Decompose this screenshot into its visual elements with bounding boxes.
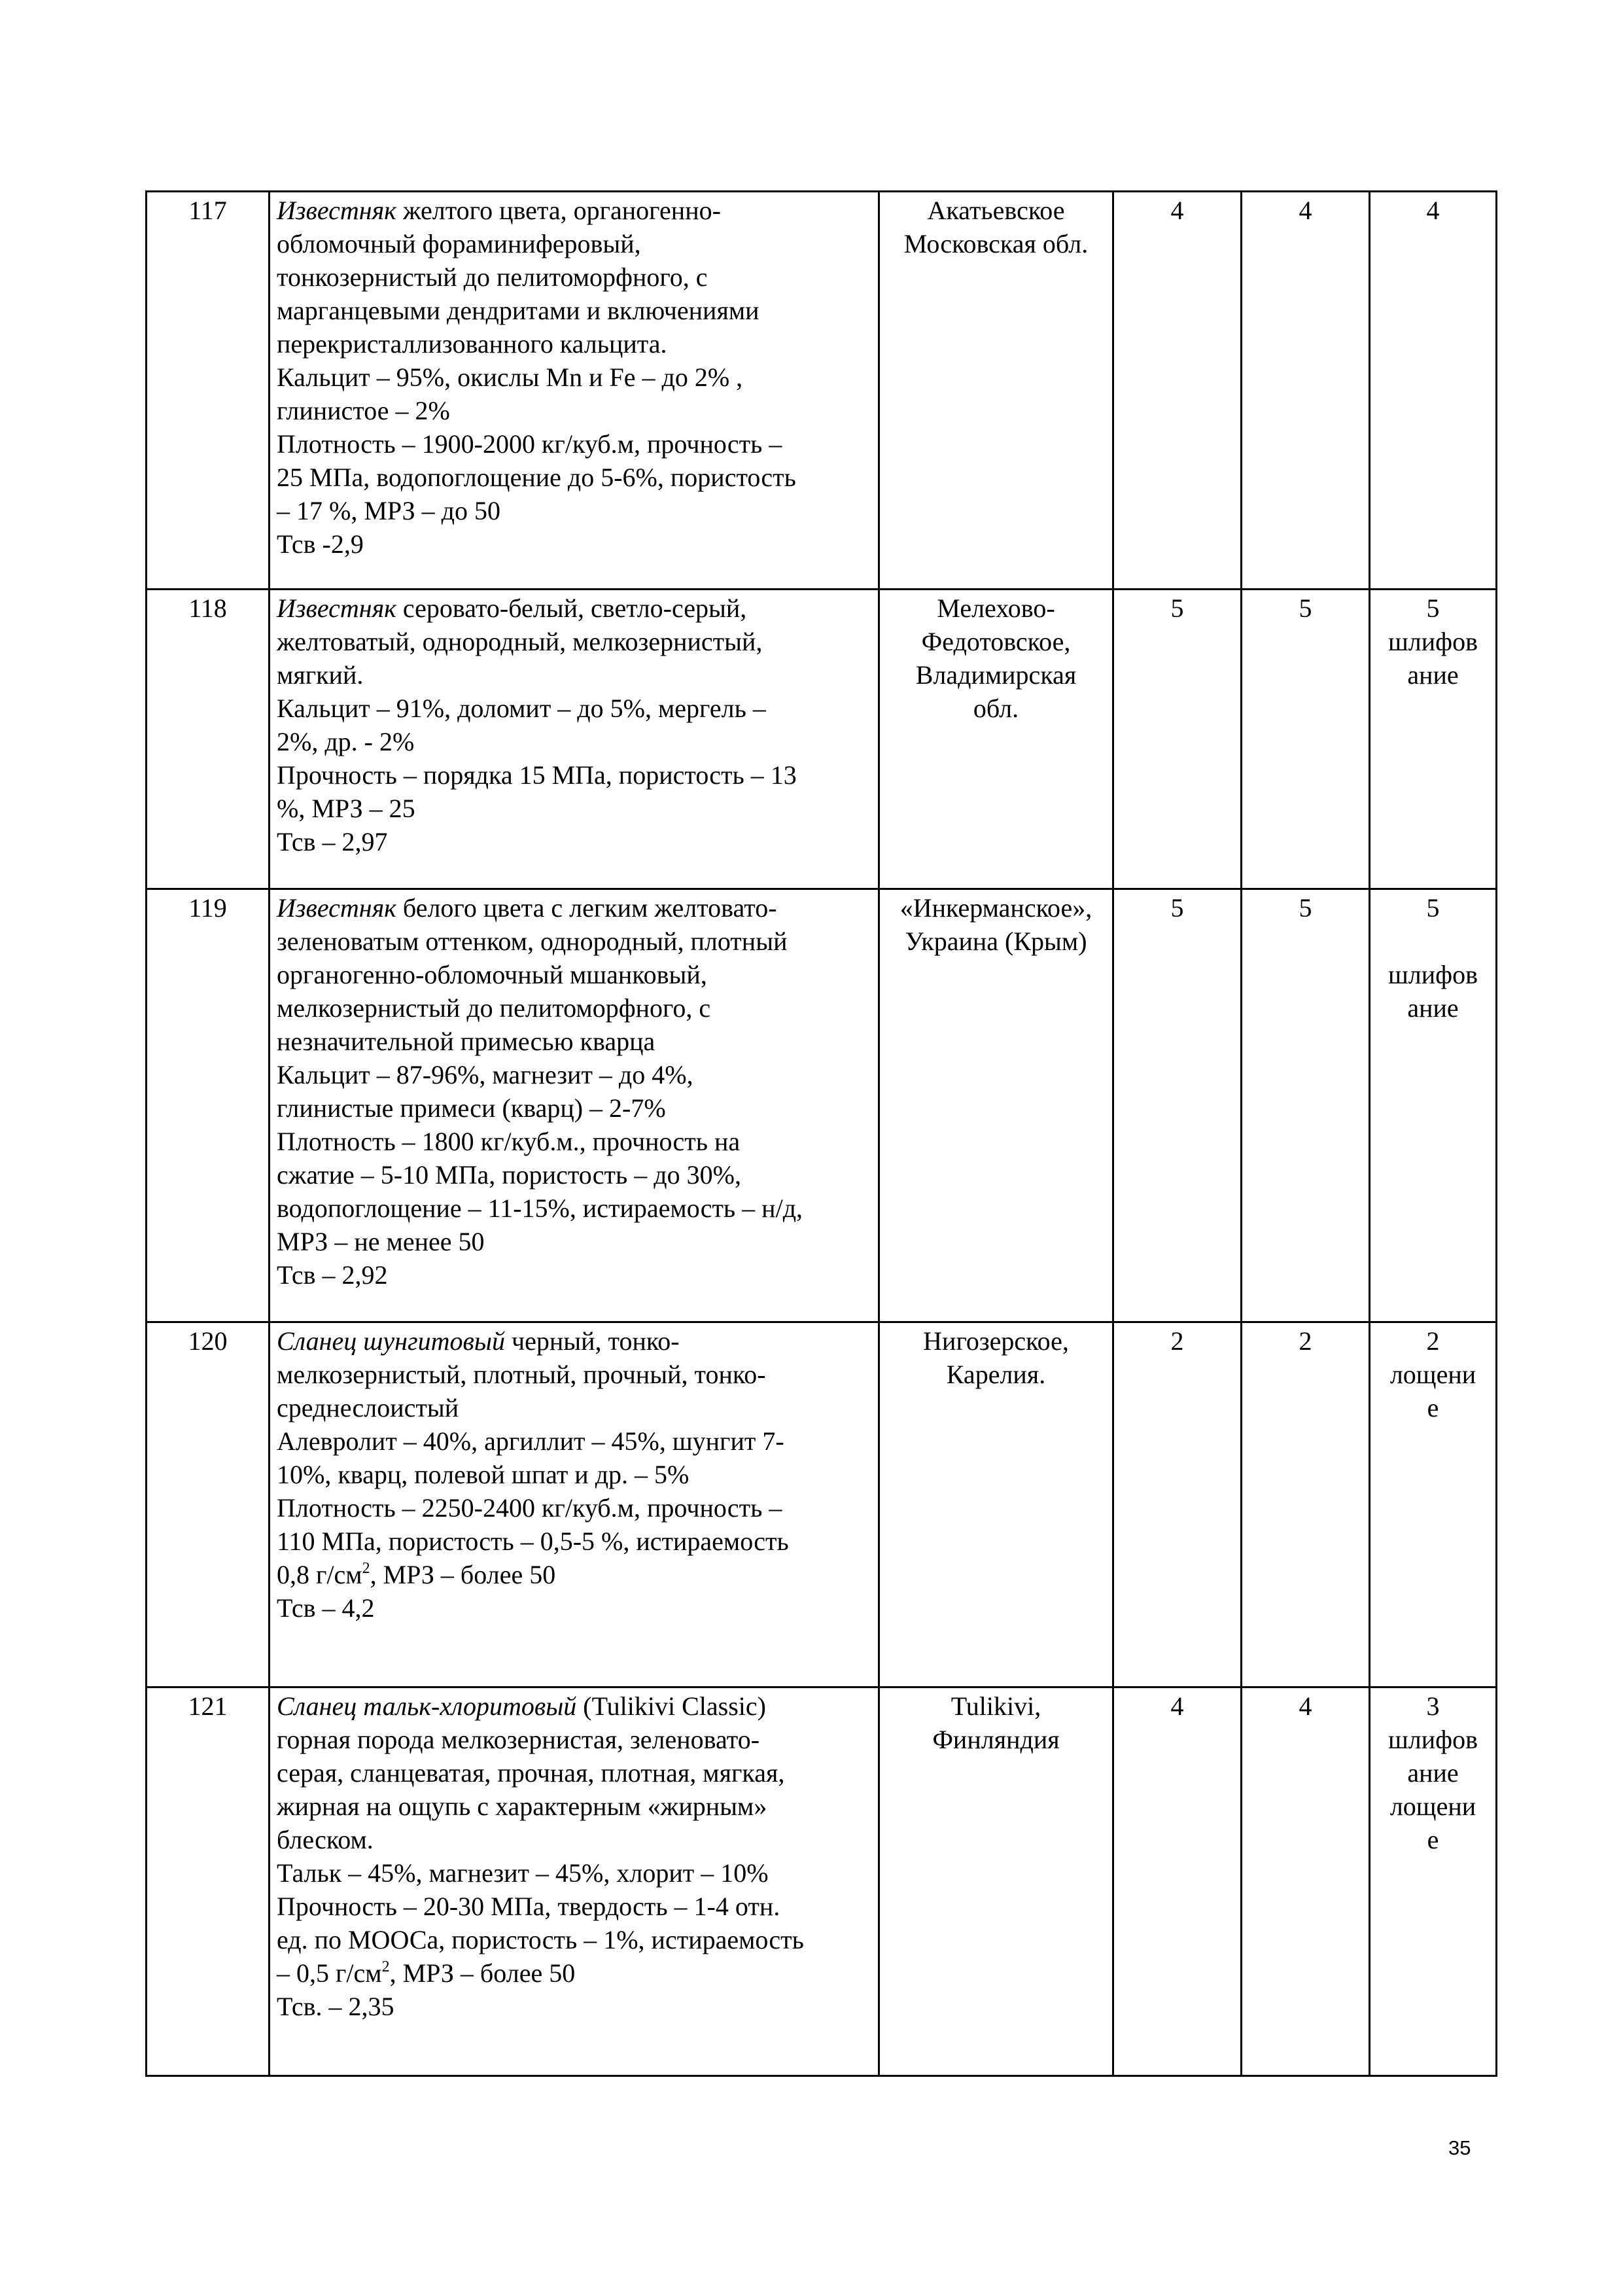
score-b: 5 (1242, 889, 1370, 1322)
table-row (147, 1687, 1497, 2076)
deposit-location: Акатьевское Московская обл. (879, 192, 1113, 590)
stone-name: Сланец шунгитовый (277, 1326, 505, 1356)
finish-score: 5 шлифов ание (1370, 889, 1497, 1322)
deposit-location: «Инкерманское», Украина (Крым) (879, 889, 1113, 1322)
stone-name: Известняк (277, 893, 396, 923)
score-a: 5 (1113, 889, 1242, 1322)
table-row (147, 1322, 1497, 1687)
score-a: 5 (1113, 590, 1242, 889)
finish-score: 5 шлифов ание (1370, 590, 1497, 889)
stone-description: Сланец тальк-хлоритовый (Tulikivi Classic) горная порода мелкозернистая, зеленовато- серая, сланцеватая, прочная, плотная, мягкая, жирная на ощупь с характерным «жирным» блеском. Тальк – 45%, магнезит – 45%, хлорит – 10% Прочность – 20-30 МПа, твердость – 1-4 отн. ед. по МООСа, пористость – 1%, истираемость – 0,5 $г/см^2$, МРЗ – более 50 Тсв. – 2,35 (270, 1687, 879, 2076)
deposit-location: Мелехово- Федотовское, Владимирская обл. (879, 590, 1113, 889)
stone-description: Сланец шунгитовый черный, тонко- мелкозернистый, плотный, прочный, тонко- среднеслоистый Алевролит – 40%, аргиллит – 45%, шунгит 7- 10%, кварц, полевой шпат и др. – 5% Плотность – 2250-2400 кг/куб.м, прочность – 110 МПа, пористость – 0,5-5 %, истираемость 0,8 $г/см^2$, МРЗ – более 50 Тсв – 4,2 (270, 1322, 879, 1687)
stone-description: Известняк желтого цвета, органогенно- обломочный фораминиферовый, тонкозернистый до пелитоморфного, с марганцевыми дендритами и включениями перекристаллизованного кальцита. Кальцит – 95%, окислы Mn и Fe – до 2% , глинистое – 2% Плотность – 1900-2000 кг/куб.м, прочность – 25 МПа, водопоглощение до 5-6%, пористость – 17 %, МРЗ – до 50 Тсв -2,9 (270, 192, 879, 590)
score-b: 5 (1242, 590, 1370, 889)
finish-score: 4 (1370, 192, 1497, 590)
page-number: 35 (1448, 2136, 1471, 2159)
stone-name: Сланец тальк-хлоритовый (277, 1691, 577, 1721)
deposit-location: Нигозерское, Карелия. (879, 1322, 1113, 1687)
superscript: 2 (362, 1560, 370, 1577)
score-a: 4 (1113, 1687, 1242, 2076)
stone-description: Известняк белого цвета с легким желтовато- зеленоватым оттенком, однородный, плотный органогенно-обломочный мшанковый, мелкозернистый до пелитоморфного, с незначительной примесью кварца Кальцит – 87-96%, магнезит – до 4%, глинистые примеси (кварц) – 2-7% Плотность – 1800 кг/куб.м., прочность на сжатие – 5-10 МПа, пористость – до 30%, водопоглощение – 11-15%, истираемость – н/д, МРЗ – не менее 50 Тсв – 2,92 (270, 889, 879, 1322)
score-b: 4 (1242, 1687, 1370, 2076)
stone-name: Известняк (277, 196, 396, 225)
row-number: 117 (147, 192, 270, 590)
row-number: 118 (147, 590, 270, 889)
stone-description: Известняк серовато-белый, светло-серый, желтоватый, однородный, мелкозернистый, мягкий. Кальцит – 91%, доломит – до 5%, мергель – 2%, др. - 2% Прочность – порядка 15 МПа, пористость – 13 %, МРЗ – 25 Тсв – 2,97 (270, 590, 879, 889)
table-row (147, 889, 1497, 1322)
finish-score: 3 шлифов ание лощени е (1370, 1687, 1497, 2076)
row-number: 119 (147, 889, 270, 1322)
score-a: 4 (1113, 192, 1242, 590)
finish-score: 2 лощени е (1370, 1322, 1497, 1687)
row-number: 120 (147, 1322, 270, 1687)
blank-line (1377, 925, 1489, 958)
table-row (147, 590, 1497, 889)
score-b: 4 (1242, 192, 1370, 590)
row-number: 121 (147, 1687, 270, 2076)
score-a: 2 (1113, 1322, 1242, 1687)
superscript: 2 (381, 1958, 390, 1975)
stone-name: Известняк (277, 593, 396, 623)
table-row (147, 192, 1497, 590)
score-b: 2 (1242, 1322, 1370, 1687)
deposit-location: Tulikivi, Финляндия (879, 1687, 1113, 2076)
stone-catalog-table (145, 190, 1497, 2077)
